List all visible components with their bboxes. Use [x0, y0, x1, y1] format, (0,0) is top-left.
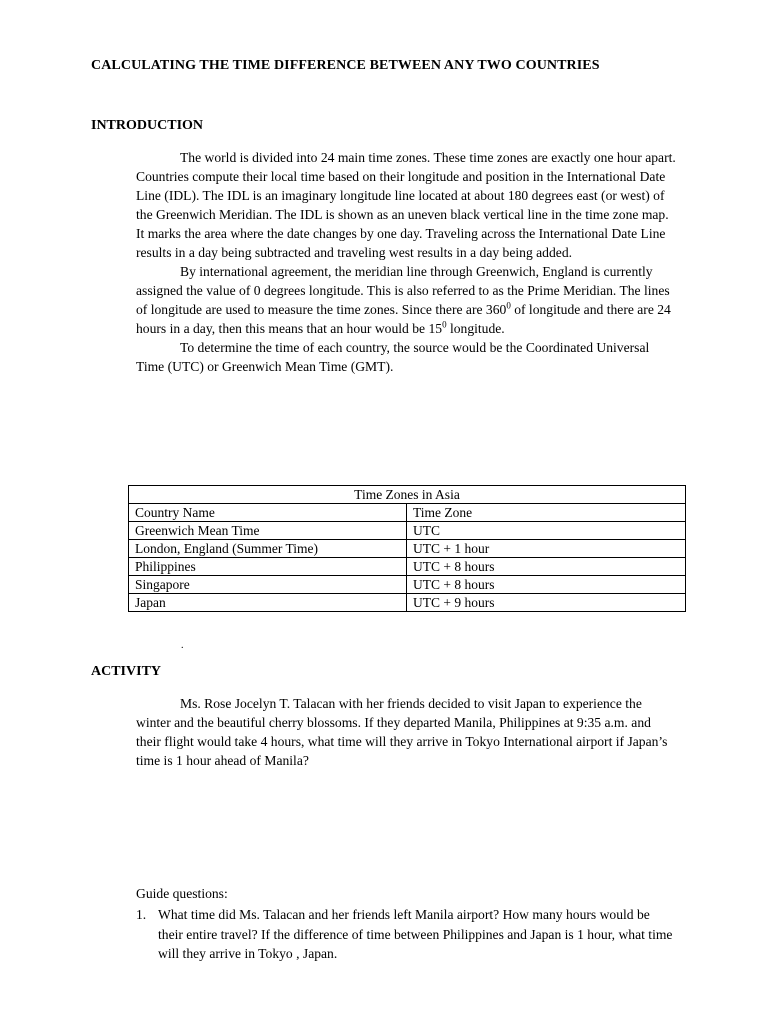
introduction-body	[136, 148, 678, 376]
table-cell-time-zone: UTC + 8 hours	[407, 576, 686, 594]
intro-paragraph-1: The world is divided into 24 main time zones. These time zones are exactly one hour apart. Countries compute their local time based on their longitude and position in the International Date Line (IDL). The IDL is an imaginary longitude line located at about 180 degrees east (or west) of the Greenwich Meridian. The IDL is shown as an uneven black vertical line in the time zone map. It marks the area where the date changes by one day. Traveling across the International Date Line results in a day being subtracted and traveling west results in a day being added.	[136, 150, 676, 260]
table-cell-time-zone: UTC + 1 hour	[407, 540, 686, 558]
table-row	[129, 558, 686, 576]
table-cell-country: London, England (Summer Time)	[129, 540, 407, 558]
table-row	[129, 540, 686, 558]
list-item	[136, 905, 676, 964]
intro-paragraph-2-part-2: of longitude and there are 24 hours in a day, then this means that an hour would be 15	[136, 302, 671, 336]
table-cell-country: Greenwich Mean Time	[129, 522, 407, 540]
table-row	[129, 522, 686, 540]
stray-dot: .	[181, 640, 184, 651]
intro-paragraph-3: To determine the time of each country, the source would be the Coordinated Universal Time (UTC) or Greenwich Mean Time (GMT).	[136, 340, 650, 374]
list-item-text: What time did Ms. Talacan and her friends left Manila airport? How many hours would be their entire travel? If the difference of time between Philippines and Japan is 1 hour, what time will they arrive in Tokyo , Japan.	[158, 907, 673, 961]
table-cell-country: Japan	[129, 594, 407, 612]
column-header-time-zone: Time Zone	[407, 504, 686, 522]
time-zones-table	[128, 485, 686, 612]
guide-questions-list	[136, 905, 676, 964]
table-row	[129, 594, 686, 612]
table-header-row	[129, 504, 686, 522]
table-cell-time-zone: UTC + 9 hours	[407, 594, 686, 612]
intro-paragraph-2	[136, 262, 678, 338]
degree-superscript: 0	[442, 319, 447, 330]
table-caption: Time Zones in Asia	[129, 486, 686, 504]
list-item-number: 1.	[136, 907, 147, 922]
introduction-heading: INTRODUCTION	[91, 118, 204, 133]
degree-superscript: 0	[506, 300, 511, 311]
activity-paragraph: Ms. Rose Jocelyn T. Talacan with her friends decided to visit Japan to experience the winter and the beautiful cherry blossoms. If they departed Manila, Philippines at 9:35 a.m. and their flight would take 4 hours, what time will they arrive in Tokyo International airport if Japan’s time is 1 hour ahead of Manila?	[136, 696, 668, 768]
guide-questions-label: Guide questions:	[136, 886, 228, 901]
intro-paragraph-2-part-1: By international agreement, the meridian line through Greenwich, England is currently assigned the value of 0 degrees longitude. This is also referred to as the Prime Meridian. The lines of longitude are used to measure the time zones. Since there are 360	[136, 264, 670, 317]
table-cell-time-zone: UTC	[407, 522, 686, 540]
table-cell-time-zone: UTC + 8 hours	[407, 558, 686, 576]
activity-body	[136, 694, 678, 770]
table-cell-country: Singapore	[129, 576, 407, 594]
page-title: CALCULATING THE TIME DIFFERENCE BETWEEN ANY TWO COUNTRIES	[91, 58, 600, 73]
table-caption-row	[129, 486, 686, 504]
activity-heading: ACTIVITY	[91, 664, 162, 679]
table-cell-country: Philippines	[129, 558, 407, 576]
table-row	[129, 576, 686, 594]
intro-paragraph-2-part-3: longitude.	[446, 321, 505, 336]
column-header-country: Country Name	[129, 504, 407, 522]
